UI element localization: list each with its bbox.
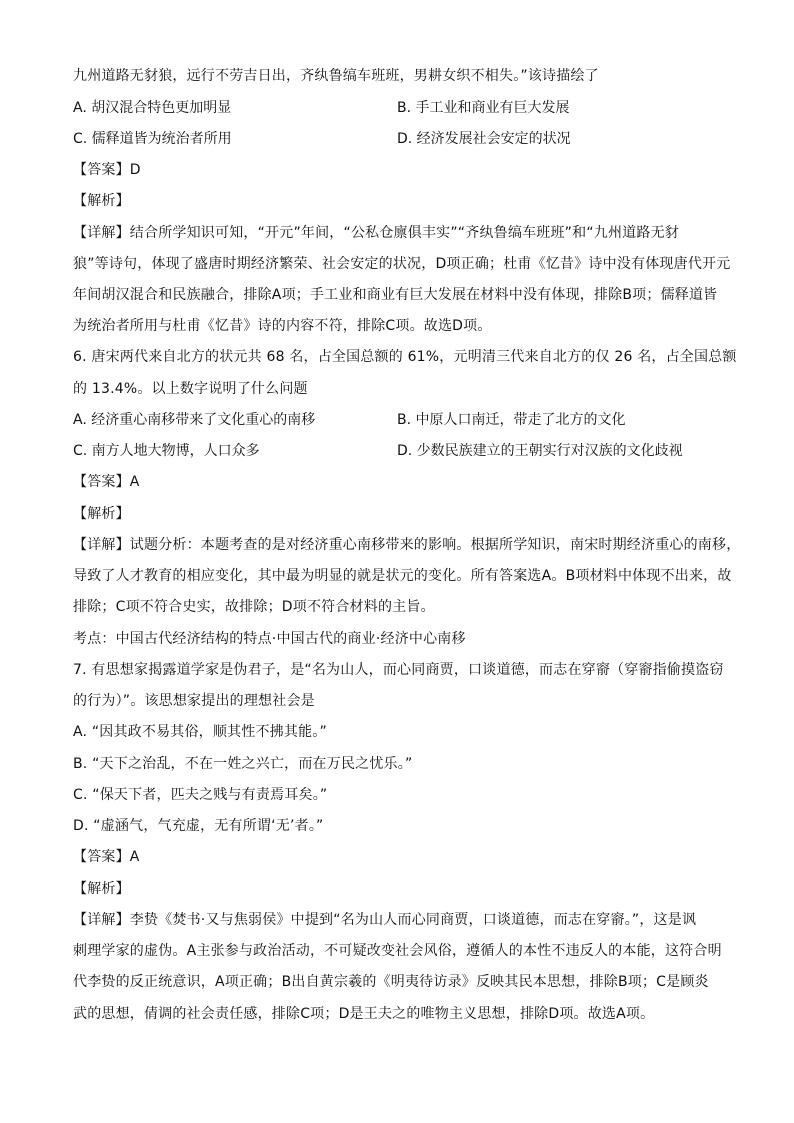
q5-detail-line-4: 为统治者所用与杜甫《忆昔》诗的内容不符，排除C项。故选D项。 <box>73 318 492 334</box>
q6-option-c: C. 南方人地大物博，人口众多 <box>73 443 260 459</box>
q6-detail-line-1: 【详解】试题分析：本题考查的是对经济重心南移带来的影响。根据所学知识，南宋时期经济重心的南移， <box>73 537 741 553</box>
q6-stem-line-1: 6. 唐宋两代来自北方的状元共 68 名，占全国总额的 61%，元明清三代来自北方的仅 26 名，占全国总额 <box>73 349 737 365</box>
q7-answer: 【答案】A <box>73 849 140 865</box>
q7-option-a: A. “因其政不易其俗，顺其性不拂其能。” <box>73 724 327 740</box>
q6-answer: 【答案】A <box>73 474 140 490</box>
q7-option-d: D. “虚涵气，气充虚，无有所谓‘无’者。” <box>73 818 324 834</box>
q5-analysis-label: 【解析】 <box>73 193 130 209</box>
q5-option-b: B. 手工业和商业有巨大发展 <box>397 100 570 116</box>
q5-option-d: D. 经济发展社会安定的状况 <box>397 131 571 147</box>
q6-detail-line-3: 排除；C项不符合史实，故排除；D项不符合材料的主旨。 <box>73 599 435 615</box>
q7-detail-line-2: 刺理学家的虚伪。A主张参与政治活动，不可疑改变社会风俗，遵循人的本性不违反人的本能，这符合明 <box>73 943 722 959</box>
q5-detail-line-3: 年间胡汉混合和民族融合，排除A项；手工业和商业有巨大发展在材料中没有体现，排除B项；儒释道皆 <box>73 287 718 303</box>
q7-option-c: C. “保天下者，匹夫之贱与有责焉耳矣。” <box>73 787 328 803</box>
q7-stem-line-1: 7. 有思想家揭露道学家是伪君子，是“名为山人，而心同商贾，口谈道德，而志在穿窬（穿窬指偷摸盗窃 <box>73 662 724 678</box>
q6-exam-point: 考点：中国古代经济结构的特点·中国古代的商业·经济中心南移 <box>73 631 466 647</box>
q7-detail-line-3: 代李贽的反正统意识，A项正确；B出自黄宗羲的《明夷待访录》反映其民本思想，排除B项；C是顾炎 <box>73 974 709 990</box>
q6-analysis-label: 【解析】 <box>73 506 130 522</box>
q5-detail-line-1: 【详解】结合所学知识可知，“开元”年间，“公私仓廪俱丰实”“齐纨鲁缟车班班”和“九州道路无豺 <box>73 225 679 241</box>
q5-answer: 【答案】D <box>73 162 141 178</box>
q5-stem-tail: 九州道路无豺狼，远行不劳吉日出，齐纨鲁缟车班班，男耕女织不相失。”该诗描绘了 <box>73 68 599 84</box>
q7-option-b: B. “天下之治乱，不在一姓之兴亡，而在万民之忧乐。” <box>73 756 413 772</box>
q7-detail-line-1: 【详解】李贽《焚书·又与焦弱侯》中提到“名为山人而心同商贾，口谈道德，而志在穿窬。”，这是讽 <box>73 912 697 928</box>
q7-detail-line-4: 武的思想，倩调的社会责任感，排除C项；D是王夫之的唯物主义思想，排除D项。故选A项。 <box>73 1006 655 1022</box>
q6-detail-line-2: 导致了人才教育的相应变化，其中最为明显的就是状元的变化。所有答案选A。B项材料中体现不出来，故 <box>73 568 732 584</box>
q7-analysis-label: 【解析】 <box>73 881 130 897</box>
q6-option-a: A. 经济重心南移带来了文化重心的南移 <box>73 412 316 428</box>
q5-option-a: A. 胡汉混合特色更加明显 <box>73 100 232 116</box>
q6-stem-line-2: 的 13.4%。以上数字说明了什么问题 <box>73 381 308 397</box>
q7-stem-line-2: 的行为）”。该思想家提出的理想社会是 <box>73 693 315 709</box>
q6-option-d: D. 少数民族建立的王朝实行对汉族的文化歧视 <box>397 443 683 459</box>
q5-detail-line-2: 狼”等诗句，体现了盛唐时期经济繁荣、社会安定的状况，D项正确；杜甫《忆昔》诗中没有体现唐代开元 <box>73 256 731 272</box>
q6-option-b: B. 中原人口南迁，带走了北方的文化 <box>397 412 626 428</box>
q5-option-c: C. 儒释道皆为统治者所用 <box>73 131 232 147</box>
